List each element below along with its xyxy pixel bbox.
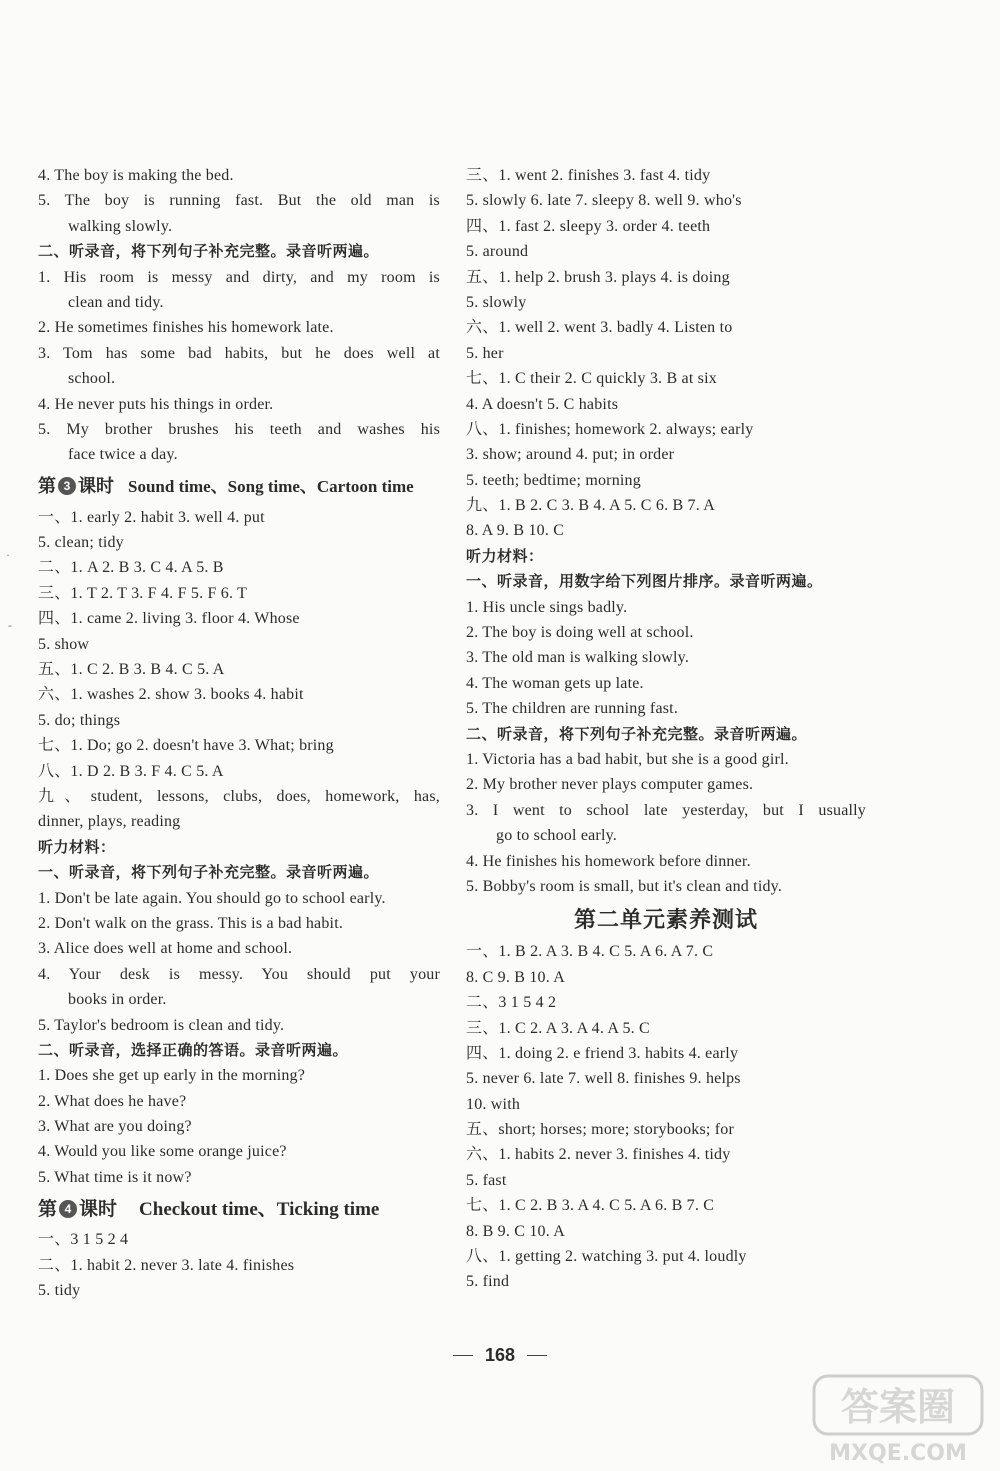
answer-line: 三、1. went 2. finishes 3. fast 4. tidy bbox=[466, 167, 711, 184]
answer-line: 2. My brother never plays computer games. bbox=[466, 776, 754, 794]
lesson-number-badge: 3 bbox=[58, 477, 76, 495]
lesson-suffix: 课时 bbox=[78, 475, 114, 497]
answer-line: 4. The boy is making the bed. bbox=[38, 167, 234, 184]
watermark-logo bbox=[808, 1372, 988, 1468]
answer-line: 4. A doesn't 5. C habits bbox=[466, 395, 619, 413]
answer-line: 5. Bobby's room is small, but it's clean and tidy. bbox=[466, 877, 783, 895]
answer-line: 二、1. A 2. B 3. C 4. A 5. B bbox=[38, 559, 224, 577]
answer-line: 五、1. C 2. B 3. B 4. C 5. A bbox=[38, 661, 225, 679]
answer-line: 1. Victoria has a bad habit, but she is a good girl. bbox=[466, 750, 789, 768]
answer-line: 5. do; things bbox=[38, 711, 121, 729]
answer-line: 八、1. finishes; homework 2. always; early bbox=[466, 420, 754, 438]
answer-line: 5. tidy bbox=[38, 1282, 81, 1300]
answer-line: 4. Your desk is messy. You should put your bbox=[38, 965, 440, 983]
answer-line: 8. C 9. B 10. A bbox=[466, 968, 566, 986]
answer-line: 3. I went to school late yesterday, but I usually bbox=[466, 801, 866, 819]
watermark-site-text: MXQE.COM bbox=[829, 1441, 967, 1466]
page-number-dash-left bbox=[453, 1355, 473, 1356]
answer-line: 一、3 1 5 2 4 bbox=[38, 1231, 129, 1249]
answer-line: 九、1. B 2. C 3. B 4. A 5. C 6. B 7. A bbox=[466, 497, 716, 515]
answer-line: 5. slowly 6. late 7. sleepy 8. well 9. who's bbox=[466, 192, 742, 210]
lesson-number-badge: 4 bbox=[59, 1200, 77, 1218]
section-heading: 一、听录音，用数字给下列图片排序。录音听两遍。 bbox=[466, 572, 823, 591]
answer-line: 4. He finishes his homework before dinner. bbox=[466, 852, 751, 870]
section-heading: 听力材料： bbox=[38, 837, 116, 856]
answer-line: 5. The children are running fast. bbox=[466, 700, 679, 718]
answer-line: 5. What time is it now? bbox=[38, 1168, 192, 1186]
answer-line: 3. Tom has some bad habits, but he does well at bbox=[38, 344, 440, 362]
margin-mark: - bbox=[8, 618, 12, 632]
answer-line: 八、1. D 2. B 3. F 4. C 5. A bbox=[38, 762, 224, 780]
answer-line: school. bbox=[68, 370, 116, 388]
answer-line: 1. His room is messy and dirty, and my room is bbox=[38, 268, 440, 286]
answer-line: go to school early. bbox=[496, 827, 617, 845]
answer-line: 六、1. well 2. went 3. badly 4. Listen to bbox=[466, 319, 733, 337]
answer-line: 七、1. C their 2. C quickly 3. B at six bbox=[466, 370, 717, 388]
answer-line: 一、1. B 2. A 3. B 4. C 5. A 6. A 7. C bbox=[466, 943, 714, 961]
answer-line: 5. fast bbox=[466, 1171, 507, 1189]
watermark-logo-text: 答案圈 bbox=[840, 1385, 956, 1429]
answer-line: 4. The woman gets up late. bbox=[466, 674, 644, 692]
answer-line: 5. never 6. late 7. well 8. finishes 9. helps bbox=[466, 1070, 741, 1088]
answer-line: face twice a day. bbox=[68, 446, 178, 464]
answer-line: 九、student, lessons, clubs, does, homework, has, bbox=[38, 787, 440, 805]
answer-line: 5. find bbox=[466, 1273, 510, 1291]
lesson-prefix: 第 bbox=[38, 475, 56, 497]
answer-line: books in order. bbox=[68, 991, 167, 1009]
lesson-prefix: 第 bbox=[38, 1198, 58, 1221]
section-heading: 二、听录音，选择正确的答语。录音听两遍。 bbox=[38, 1040, 349, 1059]
section-heading: 二、听录音，将下列句子补充完整。录音听两遍。 bbox=[38, 242, 380, 261]
answer-line: 2. What does he have? bbox=[38, 1092, 187, 1110]
answer-line: 3. Alice does well at home and school. bbox=[38, 940, 293, 958]
section-heading: 一、听录音，将下列句子补充完整。录音听两遍。 bbox=[38, 863, 380, 882]
answer-line: 六、1. washes 2. show 3. books 4. habit bbox=[38, 686, 304, 704]
section-heading: 听力材料： bbox=[466, 546, 544, 565]
lesson-3-heading bbox=[38, 470, 440, 504]
margin-mark: · bbox=[6, 548, 10, 562]
answer-line: 5. around bbox=[466, 243, 529, 261]
answer-line: 10. with bbox=[466, 1095, 521, 1113]
answer-line: 4. Would you like some orange juice? bbox=[38, 1143, 287, 1161]
answer-line: dinner, plays, reading bbox=[38, 813, 181, 831]
answer-line: walking slowly. bbox=[68, 217, 173, 235]
answer-line: 七、1. C 2. B 3. A 4. C 5. A 6. B 7. C bbox=[466, 1197, 715, 1215]
answer-line: 3. show; around 4. put; in order bbox=[466, 446, 675, 464]
answer-line: 三、1. C 2. A 3. A 4. A 5. C bbox=[466, 1019, 650, 1037]
answer-line: 二、1. habit 2. never 3. late 4. finishes bbox=[38, 1256, 295, 1274]
answer-line: 五、1. help 2. brush 3. plays 4. is doing bbox=[466, 268, 730, 286]
answer-line: 5. her bbox=[466, 344, 504, 362]
answer-line: 八、1. getting 2. watching 3. put 4. loudly bbox=[466, 1248, 747, 1266]
page-number-text: 168 bbox=[484, 1345, 516, 1365]
answer-line: 七、1. Do; go 2. doesn't have 3. What; bring bbox=[38, 737, 334, 755]
answer-line: 四、1. fast 2. sleepy 3. order 4. teeth bbox=[466, 217, 711, 235]
answer-line: 4. He never puts his things in order. bbox=[38, 395, 274, 413]
answer-line: 8. B 9. C 10. A bbox=[466, 1222, 566, 1240]
answer-line: 2. Don't walk on the grass. This is a bad habit. bbox=[38, 914, 344, 932]
answer-line: 四、1. doing 2. e friend 3. habits 4. early bbox=[466, 1044, 739, 1062]
answer-line: 5. My brother brushes his teeth and washes his bbox=[38, 420, 440, 438]
answer-line: 六、1. habits 2. never 3. finishes 4. tidy bbox=[466, 1146, 731, 1164]
answer-line: 5. teeth; bedtime; morning bbox=[466, 471, 641, 489]
answer-line: 1. Does she get up early in the morning? bbox=[38, 1067, 306, 1085]
answer-line: 5. The boy is running fast. But the old man is bbox=[38, 192, 440, 210]
unit-test-heading: 第二单元素养测试 bbox=[573, 907, 758, 934]
left-lines-top bbox=[38, 163, 440, 468]
left-column bbox=[38, 163, 440, 1303]
page-number-dash-right bbox=[527, 1355, 547, 1356]
answer-line: 5. clean; tidy bbox=[38, 534, 124, 552]
right-column bbox=[466, 163, 866, 1295]
left-lines-lesson-4 bbox=[38, 1227, 440, 1303]
lesson-title: Checkout time、Ticking time bbox=[139, 1199, 380, 1221]
lesson-suffix: 课时 bbox=[79, 1198, 118, 1221]
right-lines-top bbox=[466, 163, 866, 899]
page-number bbox=[0, 1345, 1000, 1366]
answer-line: 3. The old man is walking slowly. bbox=[466, 649, 690, 667]
answer-line: 五、short; horses; more; storybooks; for bbox=[466, 1121, 735, 1139]
answer-line: 2. He sometimes finishes his homework late. bbox=[38, 319, 334, 337]
answer-line: 1. Don't be late again. You should go to school early. bbox=[38, 889, 386, 907]
answer-line: 三、1. T 2. T 3. F 4. F 5. F 6. T bbox=[38, 584, 248, 602]
section-heading: 二、听录音，将下列句子补充完整。录音听两遍。 bbox=[466, 724, 808, 743]
answer-line: clean and tidy. bbox=[68, 293, 164, 311]
answer-line: 8. A 9. B 10. C bbox=[466, 522, 565, 540]
lesson-4-heading bbox=[38, 1192, 440, 1226]
lesson-title: Sound time、Song time、Cartoon time bbox=[128, 476, 414, 496]
left-lines-lesson-3 bbox=[38, 505, 440, 1191]
answer-line: 3. What are you doing? bbox=[38, 1118, 192, 1136]
answer-line: 5. show bbox=[38, 635, 90, 653]
answer-line: 一、1. early 2. habit 3. well 4. put bbox=[38, 508, 265, 526]
answer-line: 5. slowly bbox=[466, 293, 527, 311]
answer-line: 2. The boy is doing well at school. bbox=[466, 624, 694, 642]
answer-line: 5. Taylor's bedroom is clean and tidy. bbox=[38, 1016, 285, 1034]
right-lines-unit-test bbox=[466, 939, 866, 1294]
answer-line: 四、1. came 2. living 3. floor 4. Whose bbox=[38, 610, 300, 628]
answer-line: 1. His uncle sings badly. bbox=[466, 598, 628, 616]
answer-line: 二、3 1 5 4 2 bbox=[466, 994, 557, 1012]
